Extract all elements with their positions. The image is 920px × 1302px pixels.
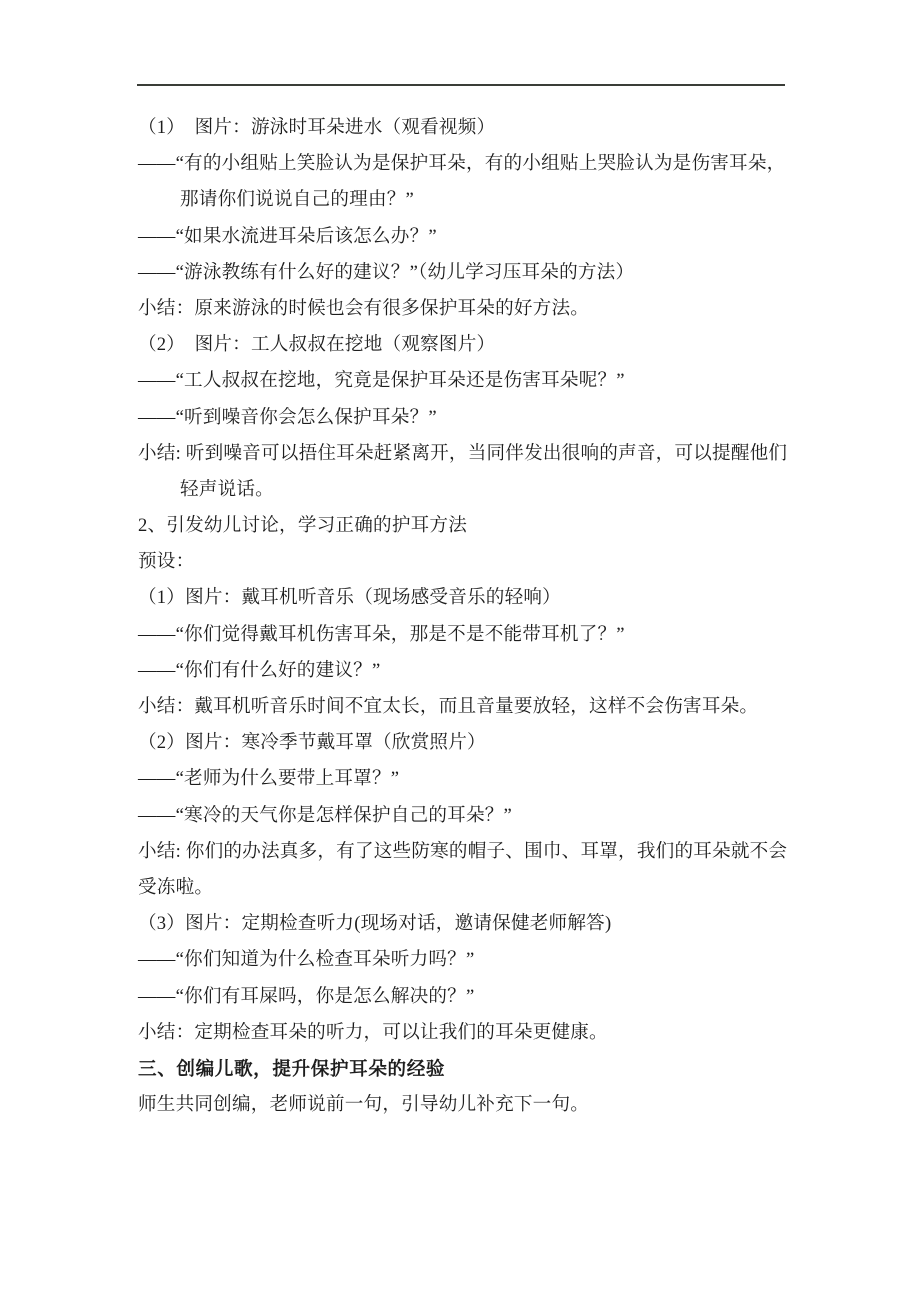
document-line: ——“你们知道为什么检查耳朵听力吗？” [138,949,475,971]
document-line: 小结：定期检查耳朵的听力，可以让我们的耳朵更健康。 [138,1021,608,1043]
document-line: ——“工人叔叔在挖地，究竟是保护耳朵还是伤害耳朵呢？” [138,370,625,392]
document-line: ——“寒冷的天气你是怎样保护自己的耳朵？” [138,804,512,826]
document-line: （1）图片：戴耳机听音乐（现场感受音乐的轻响） [138,587,561,609]
document-line: 预设： [138,551,195,573]
document-line: ——“你们觉得戴耳机伤害耳朵，那是不是不能带耳机了？” [138,623,625,645]
document-line: 轻声说话。 [180,478,274,500]
document-line: ——“游泳教练有什么好的建议？”（幼儿学习压耳朵的方法） [138,261,635,283]
document-line: 小结: 你们的办法真多，有了这些防寒的帽子、围巾、耳罩，我们的耳朵就不会 [138,840,788,862]
document-line: 小结: 听到噪音可以捂住耳朵赶紧离开，当同伴发出很响的声音，可以提醒他们 [138,442,788,464]
document-line: 师生共同创编，老师说前一句，引导幼儿补充下一句。 [138,1094,590,1116]
document-line: 那请你们说说自己的理由？” [180,189,414,211]
document-line: （3）图片：定期检查听力(现场对话，邀请保健老师解答) [138,913,612,935]
document-line: 受冻啦。 [138,876,214,898]
document-line: （1） 图片：游泳时耳朵进水（观看视频） [138,117,496,138]
horizontal-rule [137,84,785,86]
document-line: ——“你们有什么好的建议？” [138,659,381,681]
document-line: （2）图片：寒冷季节戴耳罩（欣赏照片） [138,732,486,754]
document-line: （2） 图片：工人叔叔在挖地（观察图片） [138,334,496,356]
document-line: ——“你们有耳屎吗，你是怎么解决的？” [138,985,475,1007]
document-line: 小结：戴耳机听音乐时间不宜太长，而且音量要放轻，这样不会伤害耳朵。 [138,696,759,717]
document-line: ——“如果水流进耳朵后该怎么办？” [138,225,437,247]
document-line: 2、引发幼儿讨论，学习正确的护耳方法 [138,515,467,537]
document-body [138,110,848,1123]
document-line: ——“有的小组贴上笑脸认为是保护耳朵，有的小组贴上哭脸认为是伤害耳朵， [138,153,786,175]
document-line: ——“老师为什么要带上耳罩？” [138,768,400,790]
document-line: 小结：原来游泳的时候也会有很多保护耳朵的好方法。 [138,297,590,319]
document-line: 三、创编儿歌，提升保护耳朵的经验 [138,1057,446,1079]
document-line: ——“听到噪音你会怎么保护耳朵？” [138,406,437,428]
